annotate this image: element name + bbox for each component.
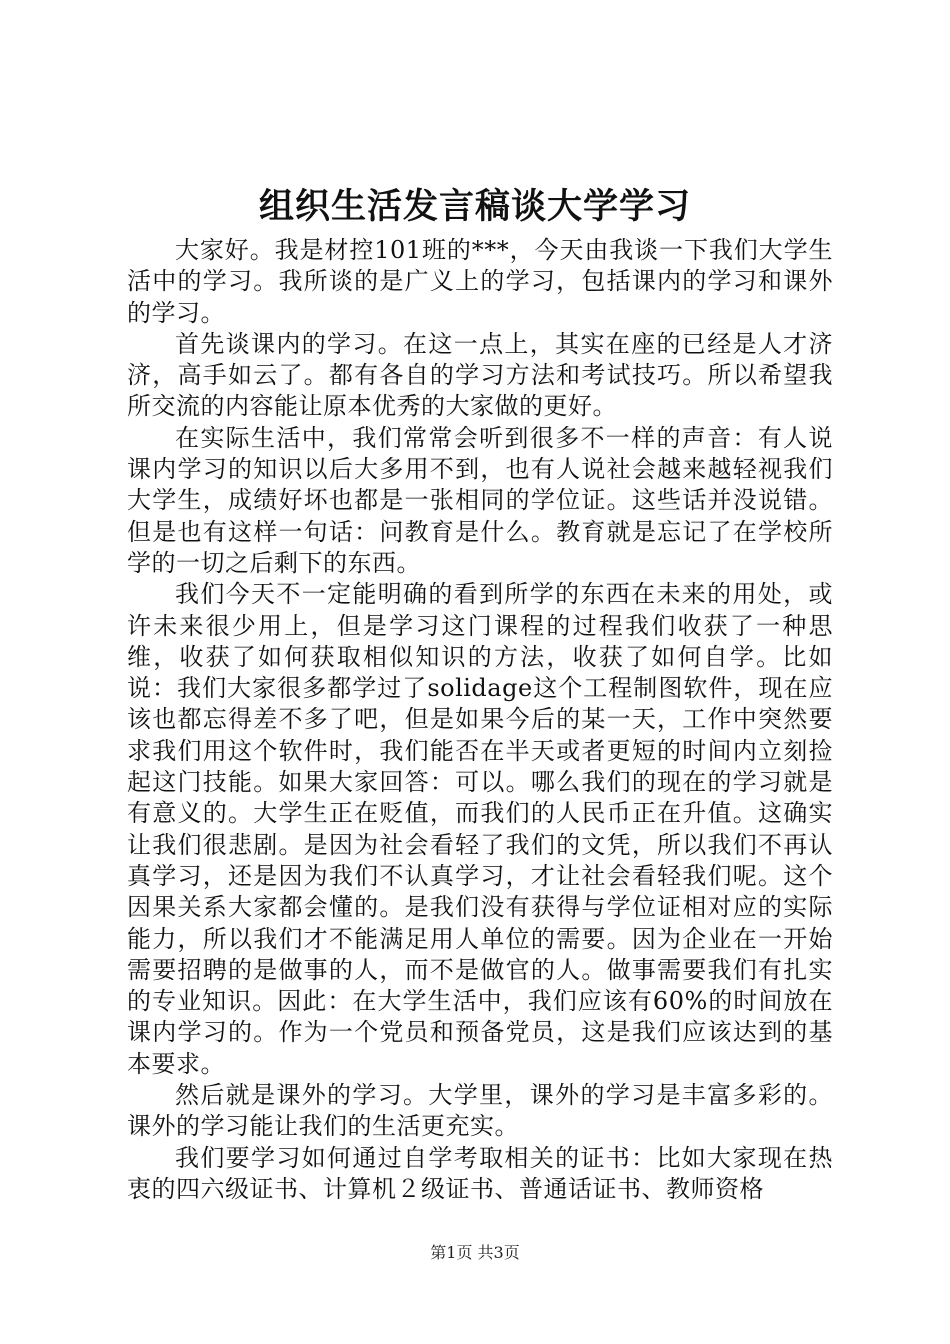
paragraph-greeting: 大家好。我是材控101班的***，今天由我谈一下我们大学生活中的学习。我所谈的是广义上的学习，包括课内的学习和课外的学习。 xyxy=(127,236,833,327)
paragraph-extracurricular: 然后就是课外的学习。大学里，课外的学习是丰富多彩的。课外的学习能让我们的生活更充实。 xyxy=(127,1081,833,1141)
paragraph-certificates: 我们要学习如何通过自学考取相关的证书：比如大家现在热衷的四六级证书、计算机２级证书、普通话证书、教师资格 xyxy=(127,1143,833,1203)
paragraph-value-of-learning: 我们今天不一定能明确的看到所学的东西在未来的用处，或许未来很少用上，但是学习这门课程的过程我们收获了一种思维，收获了如何获取相似知识的方法，收获了如何自学。比如说：我们大家很多都学过了solidage这个工程制图软件，现在应该也都忘得差不多了吧，但是如果今后的某一天，工作中突然要求我们用这个软件时，我们能否在半天或者更短的时间内立刻捡起这门技能。如果大家回答：可以。哪么我们的现在的学习就是有意义的。大学生正在贬值，而我们的人民币正在升值。这确实让我们很悲剧。是因为社会看轻了我们的文凭，所以我们不再认真学习，还是因为我们不认真学习，才让社会看轻我们呢。这个因果关系大家都会懂的。是我们没有获得与学位证相对应的实际能力，所以我们才不能满足用人单位的需要。因为企业在一开始需要招聘的是做事的人，而不是做官的人。做事需要我们有扎实的专业知识。因此：在大学生活中，我们应该有60%的时间放在课内学习的。作为一个党员和预备党员，这是我们应该达到的基本要求。 xyxy=(127,580,833,1078)
page-footer: 第1页 共3页 xyxy=(430,1243,520,1262)
paragraph-in-class-study: 首先谈课内的学习。在这一点上，其实在座的已经是人才济济，高手如云了。都有各自的学习方法和考试技巧。所以希望我所交流的内容能让原本优秀的大家做的更好。 xyxy=(127,329,833,421)
document-body xyxy=(127,235,833,1205)
paragraph-real-life-voices: 在实际生活中，我们常常会听到很多不一样的声音：有人说课内学习的知识以后大多用不到，也有人说社会越来越轻视我们大学生，成绩好坏也都是一张相同的学位证。这些话并没说错。但是也有这样一句话：问教育是什么。教育就是忘记了在学校所学的一切之后剩下的东西。 xyxy=(127,423,833,577)
document-title: 组织生活发言稿谈大学学习 xyxy=(258,187,691,227)
